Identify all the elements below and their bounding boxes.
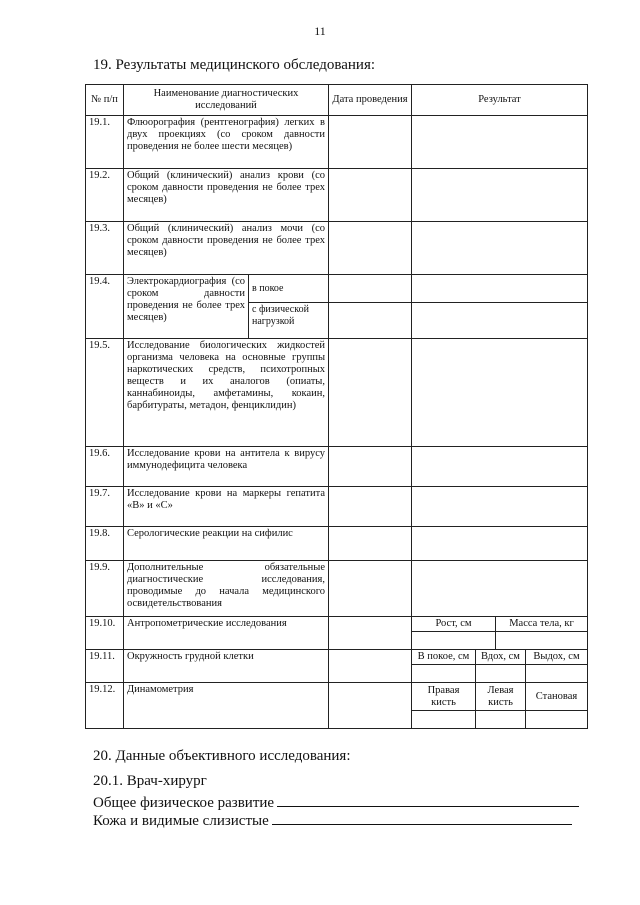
row-number: 19.2. <box>86 169 124 222</box>
results-table <box>85 84 588 729</box>
row-number: 19.3. <box>86 222 124 275</box>
result-cell[interactable] <box>412 487 588 527</box>
height-label: Рост, см <box>412 617 496 632</box>
row-number: 19.12. <box>86 683 124 729</box>
weight-value-cell[interactable] <box>496 632 588 650</box>
ecg-load-label: с физической нагрузкой <box>249 303 329 339</box>
table-row <box>86 339 588 447</box>
result-cell[interactable] <box>412 339 588 447</box>
row-number: 19.11. <box>86 650 124 683</box>
weight-label: Масса тела, кг <box>496 617 588 632</box>
row-number: 19.10. <box>86 617 124 650</box>
right-hand-label: Правая кисть <box>412 683 476 711</box>
table-row <box>86 617 588 632</box>
row-number: 19.1. <box>86 116 124 169</box>
chest-exhale-cell[interactable] <box>526 665 588 683</box>
left-hand-cell[interactable] <box>476 711 526 729</box>
result-cell[interactable] <box>412 275 588 303</box>
date-cell[interactable] <box>329 447 412 487</box>
skin-mucosa-label: Кожа и видимые слизистые <box>93 813 269 829</box>
row-number: 19.6. <box>86 447 124 487</box>
page-number: 11 <box>314 24 326 38</box>
row-name: Серологические реакции на сифилис <box>124 527 329 561</box>
table-row <box>86 275 588 303</box>
section-20-title: 20. Данные объективного исследования: <box>93 748 351 764</box>
height-value-cell[interactable] <box>412 632 496 650</box>
chest-inhale-label: Вдох, см <box>476 650 526 665</box>
row-name: Общий (клинический) анализ крови (со сроком давности проведения не более трех месяцев) <box>124 169 329 222</box>
right-hand-cell[interactable] <box>412 711 476 729</box>
physical-development-blank[interactable] <box>277 792 579 807</box>
table-row <box>86 447 588 487</box>
skin-mucosa-field <box>93 810 572 830</box>
date-cell[interactable] <box>329 169 412 222</box>
table-row <box>86 222 588 275</box>
chest-inhale-cell[interactable] <box>476 665 526 683</box>
row-number: 19.7. <box>86 487 124 527</box>
header-num: № п/п <box>86 85 124 116</box>
table-row <box>86 650 588 665</box>
row-name: Исследование крови на антитела к вирусу иммунодефицита человека <box>124 447 329 487</box>
row-name: Исследование биологических жидкостей организма человека на основные группы наркотических средств, психотропных веществ и их аналогов (опиаты, каннабиноиды, амфетамины, кокаин, барбитураты, метадон, фенциклидин) <box>124 339 329 447</box>
date-cell[interactable] <box>329 617 412 650</box>
row-name: Дополнительные обязательные диагностические исследования, проводимые до начала медицинского освидетельствования <box>124 561 329 617</box>
date-cell[interactable] <box>329 303 412 339</box>
left-hand-label: Левая кисть <box>476 683 526 711</box>
header-result: Результат <box>412 85 588 116</box>
date-cell[interactable] <box>329 116 412 169</box>
row-name: Окружность грудной клетки <box>124 650 329 683</box>
row-number: 19.9. <box>86 561 124 617</box>
chest-rest-label: В покое, см <box>412 650 476 665</box>
date-cell[interactable] <box>329 487 412 527</box>
row-name: Антропометрические исследования <box>124 617 329 650</box>
date-cell[interactable] <box>329 683 412 729</box>
row-number: 19.5. <box>86 339 124 447</box>
table-row <box>86 561 588 617</box>
row-name: Флюорография (рентгенография) легких в двух проекциях (со сроком давности проведения не более шести месяцев) <box>124 116 329 169</box>
result-cell[interactable] <box>412 561 588 617</box>
back-strength-cell[interactable] <box>526 711 588 729</box>
row-name: Динамометрия <box>124 683 329 729</box>
date-cell[interactable] <box>329 339 412 447</box>
chest-exhale-label: Выдох, см <box>526 650 588 665</box>
table-row <box>86 487 588 527</box>
result-cell[interactable] <box>412 447 588 487</box>
date-cell[interactable] <box>329 561 412 617</box>
result-cell[interactable] <box>412 303 588 339</box>
date-cell[interactable] <box>329 222 412 275</box>
table-row <box>86 527 588 561</box>
ecg-rest-label: в покое <box>249 275 329 303</box>
result-cell[interactable] <box>412 169 588 222</box>
header-name: Наименование диагностических исследований <box>124 85 329 116</box>
date-cell[interactable] <box>329 527 412 561</box>
skin-mucosa-blank[interactable] <box>272 810 572 825</box>
result-cell[interactable] <box>412 116 588 169</box>
date-cell[interactable] <box>329 650 412 683</box>
back-strength-label: Становая <box>526 683 588 711</box>
header-row <box>86 85 588 116</box>
result-cell[interactable] <box>412 527 588 561</box>
date-cell[interactable] <box>329 275 412 303</box>
chest-rest-cell[interactable] <box>412 665 476 683</box>
row-name: Общий (клинический) анализ мочи (со сроком давности проведения не более трех месяцев) <box>124 222 329 275</box>
result-cell[interactable] <box>412 222 588 275</box>
header-date: Дата проведения <box>329 85 412 116</box>
table-row <box>86 683 588 711</box>
section-19-title: 19. Результаты медицинского обследования: <box>93 57 376 73</box>
row-name: Исследование крови на маркеры гепатита «В» и «С» <box>124 487 329 527</box>
table-row <box>86 116 588 169</box>
row-number: 19.8. <box>86 527 124 561</box>
row-number: 19.4. <box>86 275 124 339</box>
physical-development-field <box>93 792 579 812</box>
table-row <box>86 169 588 222</box>
row-name: Электрокардиография (со сроком давности проведения не более трех месяцев) <box>124 275 249 339</box>
surgeon-subsection-title: 20.1. Врач-хирург <box>93 773 207 789</box>
physical-development-label: Общее физическое развитие <box>93 795 275 811</box>
